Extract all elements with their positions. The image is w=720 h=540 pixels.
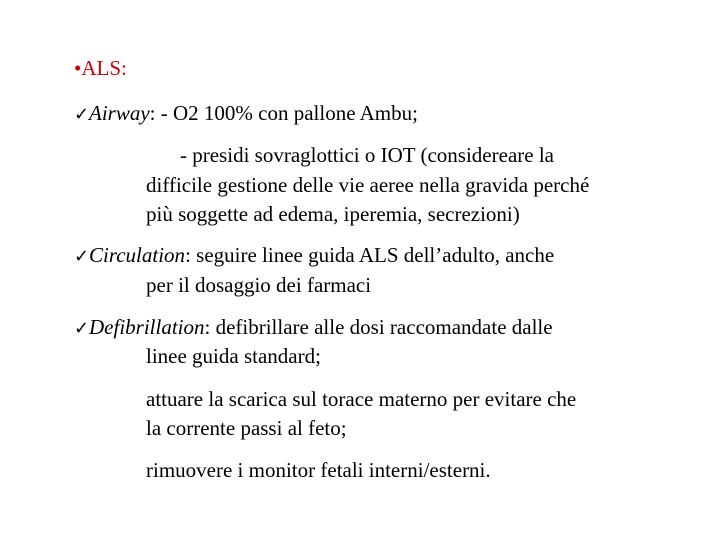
check-icon: ✓ — [74, 246, 90, 267]
circulation-term: Circulation — [89, 243, 186, 267]
defibrillation-text: : defibrillare alle dosi raccomandate dalle — [204, 315, 553, 339]
airway-term: Airway — [89, 101, 150, 125]
defibrillation-line-2: linee guida standard; — [146, 344, 321, 368]
heading-label: ALS — [81, 56, 122, 80]
defibrillation-line-5: rimuovere i monitor fetali interni/esterni. — [146, 458, 491, 482]
airway-line-4: più soggette ad edema, iperemia, secrezioni) — [146, 202, 520, 226]
defibrillation-line-3: attuare la scarica sul torace materno per evitare che — [146, 387, 577, 411]
circulation-line-2: per il dosaggio dei farmaci — [146, 273, 372, 297]
defibrillation-line-4: la corrente passi al feto; — [146, 416, 347, 440]
defibrillation-term: Defibrillation — [89, 315, 205, 339]
bullet-icon: • — [74, 56, 82, 80]
airway-text: : - O2 100% con pallone Ambu; — [149, 101, 418, 125]
circulation-text: : seguire linee guida ALS dell’adulto, anche — [185, 243, 555, 267]
check-icon: ✓ — [74, 104, 90, 125]
heading-colon: : — [121, 56, 127, 80]
airway-line-2: - presidi sovraglottici o IOT (considereare la — [180, 143, 554, 167]
airway-line-3: difficile gestione delle vie aeree nella gravida perché — [146, 173, 590, 197]
defibrillation-item — [74, 312, 553, 344]
check-icon: ✓ — [74, 318, 90, 339]
airway-item — [74, 98, 418, 130]
circulation-item — [74, 240, 554, 272]
section-heading — [74, 53, 127, 83]
